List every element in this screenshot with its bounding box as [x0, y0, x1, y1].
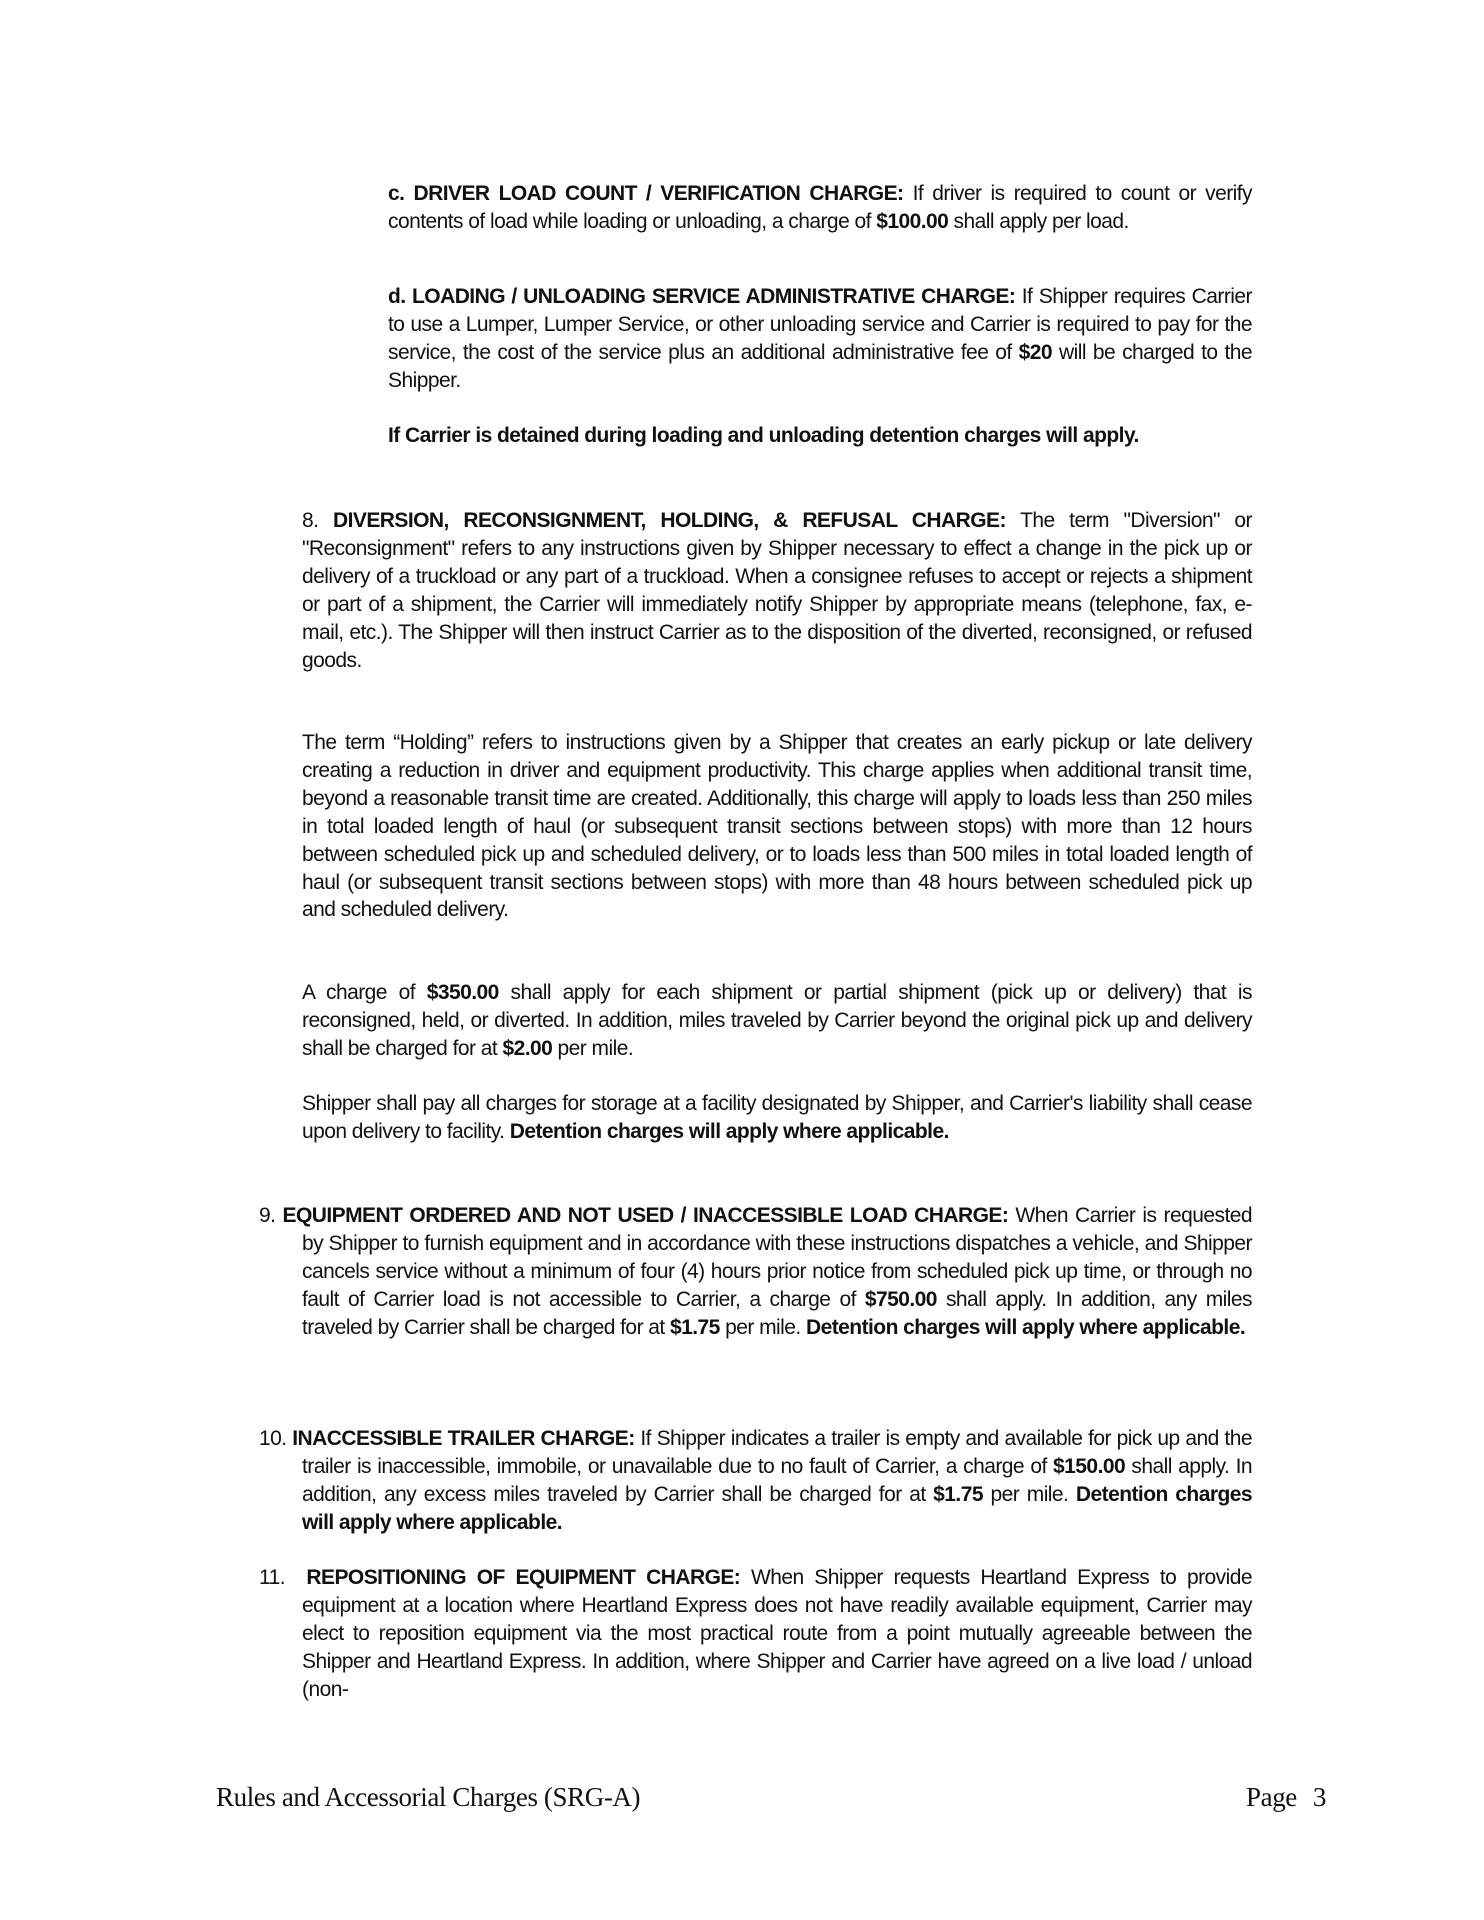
item-8-storage-bold: Detention charges will apply where applicable.: [509, 1119, 949, 1143]
item-10-amount: $150.00: [1053, 1454, 1126, 1478]
item-d-heading: d. LOADING / UNLOADING SERVICE ADMINISTRATIVE CHARGE:: [388, 285, 1016, 308]
item-d-text: If Shipper requires Carrier to use a Lumper, Lumper Service, or other unloading service and Carrier is required to pay for the service, the cost of the service plus an additional administrative fee of: [388, 285, 1252, 364]
item-9-heading: EQUIPMENT ORDERED AND NOT USED / INACCESSIBLE LOAD CHARGE:: [282, 1204, 1009, 1227]
item-10-inaccessible-trailer: [259, 1425, 1252, 1537]
item-9-number: 9.: [259, 1204, 276, 1227]
item-10-mile-rate: $1.75: [933, 1482, 983, 1506]
item-11-text: When Shipper requests Heartland Express to provide equipment at a location where Heartland Express does not have readily available equipment, Carrier may elect to reposition equipment via the most practical route from a point mutually agreeable between the Shipper and Heartland Express. In addition, where Shipper and Carrier have agreed on a live load / unload (non-: [302, 1566, 1252, 1701]
item-10-text-3: per mile.: [982, 1482, 1076, 1506]
footer-page: [1246, 1782, 1326, 1813]
item-8-diversion: [302, 507, 1252, 674]
item-8-number: 8.: [302, 509, 319, 532]
item-8-charge: [302, 979, 1252, 1063]
item-8-mile-rate: $2.00: [502, 1036, 553, 1060]
item-d-amount: $20: [1018, 340, 1053, 364]
item-11-heading: REPOSITIONING OF EQUIPMENT CHARGE:: [306, 1566, 741, 1589]
item-8-text: The term "Diversion" or "Reconsignment" refers to any instructions given by Shipper necessary to effect a change in the pick up or delivery of a truckload or any part of a truckload. When a consignee refuses to accept or rejects a shipment or part of a shipment, the Carrier will immediately notify Shipper by appropriate means (telephone, fax, e-mail, etc.). The Shipper will then instruct Carrier as to the disposition of the diverted, reconsigned, or refused goods.: [302, 509, 1252, 672]
detention-note-text: If Carrier is detained during loading and unloading detention charges will apply.: [388, 424, 1139, 447]
item-9-text: When Carrier is requested by Shipper to furnish equipment and in accordance with these instructions dispatches a vehicle, and Shipper cancels service without a minimum of four (4) hours prior notice from scheduled pick up time, or through no fault of Carrier load is not accessible to Carrier, a charge of: [302, 1204, 1252, 1311]
item-8-charge-text-3: per mile.: [552, 1036, 634, 1060]
item-8-storage: [302, 1090, 1252, 1146]
item-9-amount: $750.00: [864, 1287, 937, 1311]
item-8-charge-amount: $350.00: [426, 981, 499, 1004]
item-11-repositioning: [259, 1564, 1252, 1704]
footer-title: Rules and Accessorial Charges (SRG-A): [216, 1782, 641, 1812]
detention-note: [345, 422, 1252, 450]
item-c-text-end: shall apply per load.: [948, 209, 1129, 233]
footer-page-number: 3: [1312, 1782, 1326, 1812]
item-10-text-2: shall apply. In addition, any excess miles traveled by Carrier shall be charged for at: [302, 1454, 1252, 1506]
item-c-heading: c. DRIVER LOAD COUNT / VERIFICATION CHARGE:: [388, 182, 904, 205]
item-9-equipment-not-used: [259, 1202, 1252, 1342]
item-10-text: If Shipper indicates a trailer is empty and available for pick up and the trailer is inaccessible, immobile, or unavailable due to no fault of Carrier, a charge of: [302, 1427, 1252, 1478]
item-9-detention: Detention charges will apply where applicable.: [805, 1315, 1246, 1339]
item-c-text: If driver is required to count or verify contents of load while loading or unloading, a charge of: [388, 182, 1252, 233]
footer-page-label: Page: [1246, 1782, 1297, 1812]
item-11-number: 11.: [259, 1566, 285, 1589]
item-9-mile-rate: $1.75: [670, 1315, 720, 1339]
item-c-amount: $100.00: [876, 209, 949, 233]
item-8-holding: The term “Holding” refers to instructions given by a Shipper that creates an early pickup or late delivery creating a reduction in driver and equipment productivity. This charge applies when additional transit time, beyond a reasonable transit time are created. Additionally, this charge will apply to loads less than 250 miles in total loaded length of haul (or subsequent transit sections between stops) with more than 12 hours between scheduled pick up and scheduled delivery, or to loads less than 500 miles in total loaded length of haul (or subsequent transit sections between stops) with more than 48 hours between scheduled pick up and scheduled delivery.: [302, 731, 1252, 922]
item-10-heading: INACCESSIBLE TRAILER CHARGE:: [292, 1427, 635, 1450]
item-8-charge-text-2: shall apply for each shipment or partial shipment (pick up or delivery) that is reconsigned, held, or diverted. In addition, miles traveled by Carrier beyond the original pick up and delivery shall be charged for at: [302, 981, 1252, 1060]
item-10-number: 10.: [259, 1427, 287, 1450]
item-10-detention: Detention charges will apply where applicable.: [302, 1482, 1252, 1534]
item-8-charge-text: A charge of: [302, 981, 427, 1004]
item-c-driver-load-count: [388, 180, 1252, 236]
item-9-text-2: shall apply. In addition, any miles traveled by Carrier shall be charged for at: [302, 1287, 1252, 1339]
item-d-loading-unloading: [388, 283, 1252, 395]
item-d-text-end: will be charged to the Shipper.: [388, 340, 1253, 392]
item-9-text-3: per mile.: [719, 1315, 806, 1339]
item-8-heading: DIVERSION, RECONSIGNMENT, HOLDING, & REFUSAL CHARGE:: [332, 509, 1006, 532]
item-8-storage-text: Shipper shall pay all charges for storage at a facility designated by Shipper, and Carrier's liability shall cease upon delivery to facility.: [302, 1092, 1252, 1143]
